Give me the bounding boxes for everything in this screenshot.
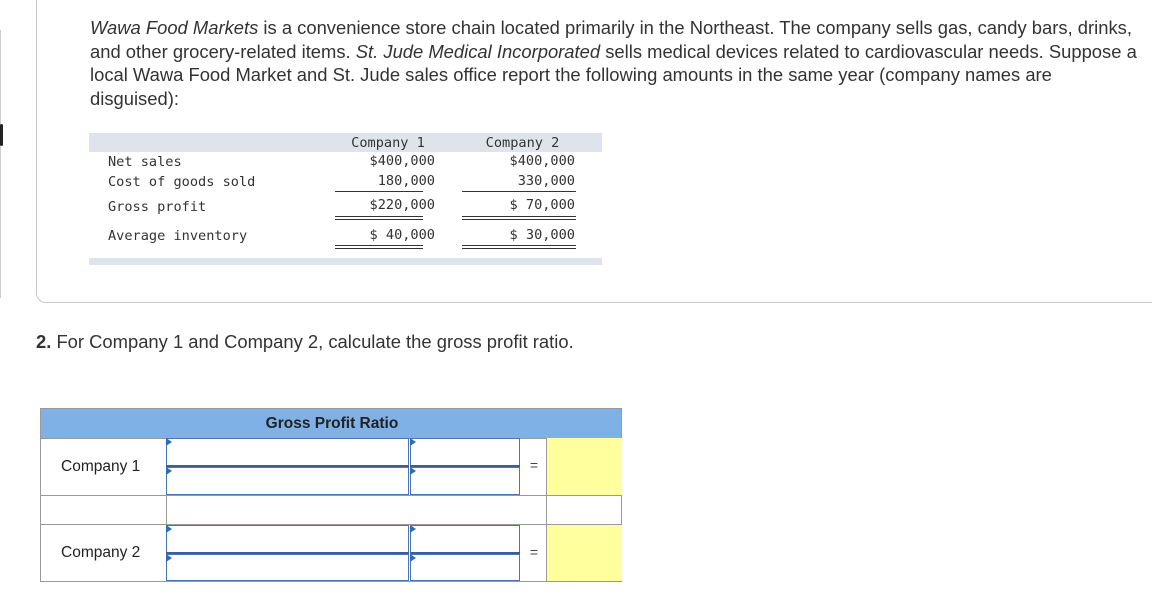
- c1-gross-profit: $220,000: [369, 197, 435, 213]
- company1-denominator-label-input[interactable]: [166, 467, 409, 495]
- c1-total-rule: [335, 216, 423, 220]
- col-header-company-2: Company 2: [485, 135, 560, 151]
- table-footer-band: [89, 258, 602, 265]
- grid-row-sep-1: [41, 495, 621, 496]
- company1-name: Wawa Food Markets: [90, 17, 259, 38]
- intro-text-2: sells medical devices related to cardiovascular needs. Suppose a local Wawa Food Market and St. Jude sales office report the following amounts in the same year (company names are disguised):: [90, 40, 1137, 109]
- c2-avg-inventory: $ 30,000: [509, 227, 575, 243]
- row-label-avg-inventory: Average inventory: [108, 228, 248, 244]
- c2-cogs: 330,000: [517, 173, 575, 189]
- row-label-gross-profit: Gross profit: [108, 199, 207, 215]
- company1-numerator-value-input[interactable]: [410, 438, 520, 466]
- company2-denominator-label-input[interactable]: [166, 554, 409, 581]
- c2-subtotal-rule: [462, 191, 576, 192]
- c2-gross-profit: $ 70,000: [509, 197, 575, 213]
- company1-value-fraction-line: [410, 465, 520, 467]
- c1-cogs: 180,000: [377, 173, 435, 189]
- company2-name: St. Jude Medical Incorporated: [355, 40, 601, 62]
- company1-equals-sign: =: [529, 457, 539, 473]
- c2-total-rule: [462, 216, 576, 220]
- question-prompt: [36, 331, 574, 353]
- grid-header-title: Gross Profit Ratio: [265, 415, 399, 432]
- company2-numerator-value-input[interactable]: [410, 525, 520, 553]
- company2-equals-sign: =: [529, 544, 539, 560]
- company2-result-input[interactable]: [546, 525, 622, 581]
- c2-net-sales: $400,000: [509, 153, 575, 169]
- intro-text-1: is a convenience store chain located primarily in the Northeast. The company sells gas, candy bars, drinks, and other grocery-related items.: [90, 17, 1132, 62]
- col-header-company-1: Company 1: [351, 135, 425, 151]
- problem-intro: [90, 16, 1145, 110]
- row-label-company-2: Company 2: [61, 544, 141, 561]
- financial-data-table: [89, 133, 602, 265]
- company2-value-fraction-line: [410, 552, 520, 554]
- gross-profit-ratio-grid: [40, 408, 622, 582]
- question-text: For Company 1 and Company 2, calculate the gross profit ratio.: [51, 331, 574, 352]
- row-label-company-1: Company 1: [61, 458, 141, 475]
- c1-inventory-rule: [335, 245, 423, 249]
- c1-net-sales: $400,000: [369, 153, 435, 169]
- company2-denominator-value-input[interactable]: [410, 554, 520, 581]
- question-number: 2.: [36, 331, 52, 352]
- company1-denominator-value-input[interactable]: [410, 467, 520, 495]
- company1-numerator-label-input[interactable]: [166, 438, 409, 466]
- c2-inventory-rule: [462, 245, 576, 249]
- left-panel-edge: [0, 30, 5, 298]
- c1-avg-inventory: $ 40,000: [369, 227, 435, 243]
- company2-numerator-label-input[interactable]: [166, 525, 409, 553]
- company1-label-fraction-line: [166, 465, 409, 467]
- c1-subtotal-rule: [335, 191, 423, 192]
- row-label-net-sales: Net sales: [108, 154, 182, 170]
- row-label-cogs: Cost of goods sold: [108, 174, 256, 190]
- company1-result-input[interactable]: [546, 438, 622, 495]
- company2-label-fraction-line: [166, 552, 409, 554]
